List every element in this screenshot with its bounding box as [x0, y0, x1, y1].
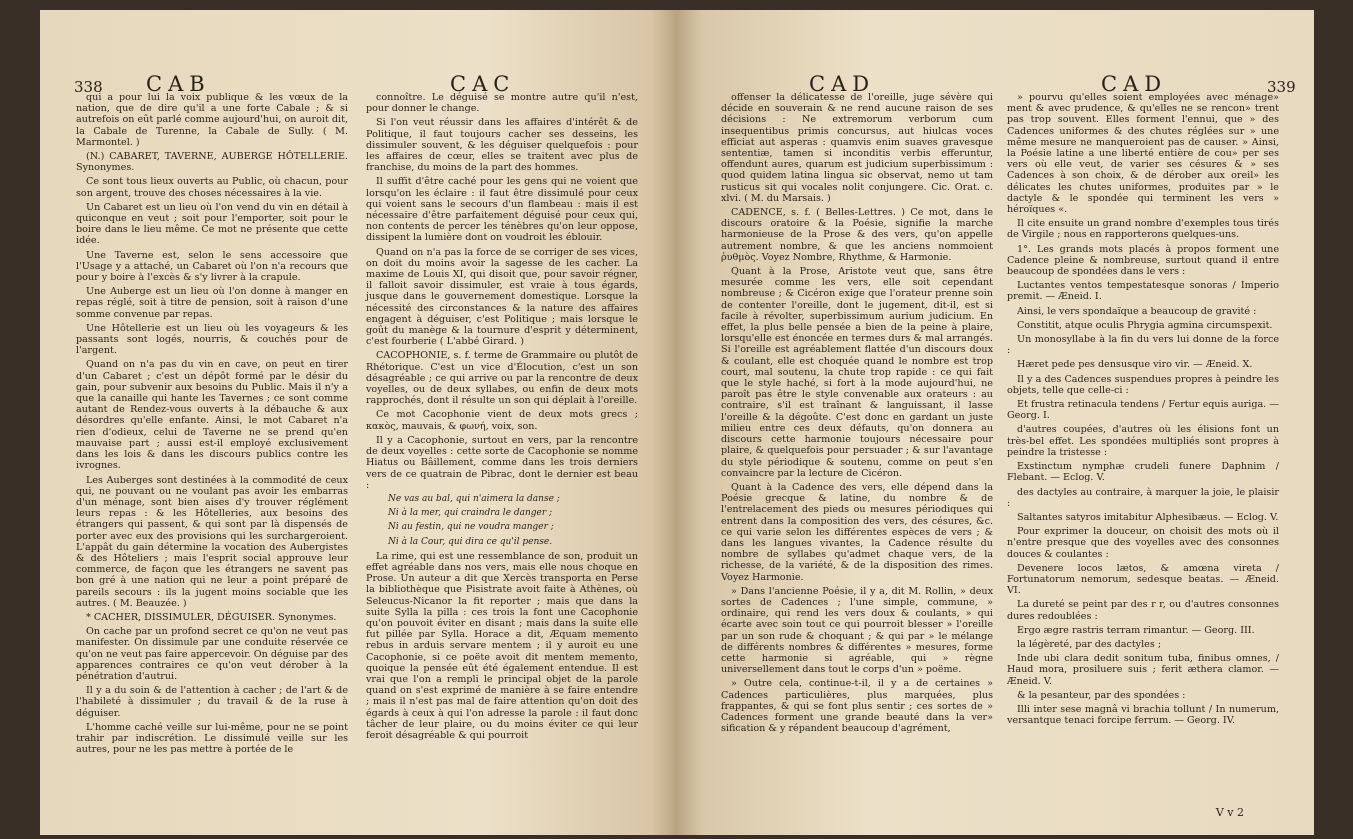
paragraph: connoître. Le déguisé se montre autre qu'il n'est, pour donner le change. — [366, 92, 638, 115]
paragraph: Ce sont tous lieux ouverts au Public, où chacun, pour son argent, trouve des choses nécessaires à la vie. — [76, 176, 348, 199]
paragraph: Constitit, atque oculis Phrygia agmina circumspexit. — [1017, 319, 1273, 331]
paragraph: & la pesanteur, par des spondées : — [1017, 689, 1186, 701]
running-head-right-1: CAD — [809, 72, 876, 96]
paragraph: La rime, qui est une ressemblance de son, produit un effet agréable dans nos vers, mais elle nous choque en Prose. Un auteur a dit que Xercès transporta en Perse la bibliothèque que Pisistrate avoit faite à Athènes, où Seleucus-Nicanor la fit reporter ; mais que dans la suite Sylla la pilla : ces trois la font une Cacophonie qu'on pouvoit éviter en disant ; mais dans la suite elle fut pillée par Sylla. Horace a dit, Æquam memento rebus in arduis servare mentem ; il y auroit eu une Cacophonie, si ce poëte avoit dit mentem memento, quoique la pensée eût été également entendue. Il est vrai que l'on a rempli le principal objet de la parole quand on s'est exprimé de manière à se faire entendre ; mais il n'est pas mal de faire attention qu'on doit des égards à ceux à qui l'on adresse la parole : il faut donc tâcher de leur plaire, ou du moins éviter ce qui leur feroit désagréable & qui pourroit — [366, 550, 638, 741]
paragraph: L'homme caché veille sur lui-même, pour ne se point trahir par indiscrétion. Le dissimulé veille sur les autres, pour ne les pas mettre à portée de le — [76, 721, 348, 756]
paragraph: Un monosyllabe à la fin du vers lui donne de la force : — [1007, 334, 1279, 357]
paragraph: qui a pour lui la voix publique & les vœux de la nation, que de dire qu'il a une forte Cabale ; & si autrefois on eût parlé comme aujourd'hui, on auroit dit, la Cabale de Turenne, la Cabale de Sully. ( M. Marmontel. ) — [76, 92, 348, 148]
right-page — [677, 10, 1314, 835]
running-head-left-2: CAC — [450, 72, 516, 96]
paragraph: La dureté se peint par des r r, ou d'autres consonnes dures redoublées : — [1007, 599, 1279, 622]
paragraph: * CACHER, DISSIMULER, DÉGUISER. Synonymes. — [86, 611, 337, 623]
paragraph: Quand on n'a pas du vin en cave, on peut en tirer d'un Cabaret ; c'est un dépôt formé par le désir du gain, pour subvenir aux besoins du Public. Mais il n'y a que la canaille qui hante les Tavernes ; ce sont comme autant de Rendez-vous ouverts à la débauche & aux désordres qu'elle enfante. Ainsi, le mot Cabaret n'a rien d'odieux, celui de Taverne ne se prend qu'en mauvaise part ; aussi est-il employé exclusivement dans les lois & dans les discours publics contre les ivrognes. — [76, 359, 348, 472]
paragraph: » Outre cela, continue-t-il, il y a de certaines » Cadences particulières, plus marquées, plus frappantes, & qui se font plus sentir ; ces sortes de » Cadences forment une grande beauté dans la ver» sification & y répandent beaucoup d'agrément, — [721, 678, 993, 735]
paragraph: Il y a du soin & de l'attention à cacher ; de l'art & de l'habileté à dissimuler ; du travail & de la ruse à déguiser. — [76, 685, 348, 719]
paragraph: Un Cabaret est un lieu où l'on vend du vin en détail à quiconque en veut ; soit pour l'emporter, soit pour le boire dans le lieu même. Ce mot ne présente que cette idée. — [76, 201, 348, 247]
paragraph: Quand on n'a pas la force de se corriger de ses vices, on doit du moins avoir la sagesse de les cacher. La maxime de Louis XI, qui disoit que, pour savoir régner, il falloit savoir dissimuler, est vraie à tous égards, jusque dans le gouvernement domestique. Lorsque la nécessité des circonstances & la nature des affaires engagent à déguiser, c'est Politique ; mais lorsque le goût du manège & la tournure d'esprit y déterminent, c'est fourberie ( L'abbé Girard. ) — [366, 246, 638, 348]
paragraph: » pourvu qu'elles soient employées avec ménage» ment & avec prudence, & qu'elles ne se rencon» trent pas trop souvent. Elles forment l'ennui, que » des Cadences uniformes & des chutes réglées sur » une même mesure ne manqueroient pas de causer. » Ainsi, la Poésie latine a une liberté entière de cou» per ses vers où elle veut, de varier ses césures & » ses Cadences à son choix, & de dérober aux oreil» les délicates les chutes uniformes, produites par » le dactyle & le spondée qui terminent les vers » héroïques «. — [1007, 92, 1279, 216]
paragraph: CADENCE, s. f. ( Belles-Lettres. ) Ce mot, dans le discours oratoire & la Poésie, signifie la marche harmonieuse de la Prose & des vers, qu'on appelle autrement nombre, & que les anciens nommoient ῥυθμὸς. Voyez Nombre, Rhythme, & Harmonie. — [721, 207, 993, 263]
paragraph: Les Auberges sont destinées à la commodité de ceux qui, ne pouvant ou ne voulant pas avoir les embarras d'un ménage, sont bien aises d'y trouver réglément leurs repas : & les Hôtelleries, aux besoins des étrangers qui passent, & qui sont par là dispensés de porter avec eux des provisions qui les surchargeroient. L'appât du gain détermine la vocation des Aubergistes & des Hôteliers ; mais l'esprit social approuve leur commerce, de façon que les étrangers ne savent pas bon gré à une nation qui ne leur a point préparé de pareils secours : ils la jugent moins sociable que les autres. ( M. Beauzée. ) — [76, 474, 348, 609]
paragraph: d'autres coupées, d'autres où les élisions font un très-bel effet. Les spondées multipliés sont propres à peindre la tristesse : — [1007, 424, 1279, 458]
paragraph: 1°. Les grands mots placés à propos forment une Cadence pleine & nombreuse, surtout quand il entre beaucoup de spondées dans le vers : — [1007, 243, 1279, 278]
paragraph: Il y a des Cadences suspendues propres à peindre les objets, telle que celle-ci : — [1007, 373, 1279, 396]
running-head-right-2: CAD — [1101, 72, 1168, 96]
paragraph: Quant à la Prose, Aristote veut que, sans être mesurée comme les vers, elle soit cependant nombreuse ; & Cicéron exige que l'orateur prenne soin de contenter l'oreille, dont le jugement, dit-il, est si facile à révolter, superbissimum aurium judicium. En effet, la plus belle pensée a bien de la peine à plaire, lorsqu'elle est énoncée en termes durs & mal arrangés. Si l'oreille est agréablement flattée d'un discours doux & coulant, elle est choquée quand le nombre est trop court, mal soutenu, la chute trop rapide : ce qui fait que le style haché, si fort à la mode aujourd'hui, ne paroît pas être le style convenable aux orateurs : au contraire, s'il est traînant & languissant, il lasse l'oreille & la dégoûte. C'est donc en gardant un juste milieu entre ces deux défauts, qu'on donnera au discours cette harmonie toujours nécessaire pour plaire, & quelquefois pour persuader ; & sur l'avantage du style périodique & soutenu, comme on peut s'en convaincre par la lecture de Cicéron. — [721, 266, 993, 479]
paragraph: des dactyles au contraire, à marquer la joie, le plaisir : — [1007, 486, 1279, 509]
verse-line: Ni à la mer, qui craindra le danger ; — [388, 508, 553, 519]
paragraph: Exstinctum nymphæ crudeli funere Daphnim / Flebant. — Eclog. V. — [1007, 461, 1279, 484]
left-column-2 — [366, 92, 638, 744]
paragraph: Illi inter sese magnâ vi brachia tollunt / In numerum, versantque tenaci forcipe ferrum. — Georg. IV. — [1007, 703, 1279, 727]
paragraph: Quant à la Cadence des vers, elle dépend dans la Poésie grecque & latine, du nombre & de l'entrelacement des pieds ou mesures périodiques qui entrent dans la composition des vers, des césures, &c. ce qui varie selon les différentes espèces de vers ; & dans les langues vivantes, la Cadence résulte du nombre de syllabes qu'admet chaque vers, de la richesse, de la variété, & de la disposition des rimes. Voyez Harmonie. — [721, 481, 993, 583]
paragraph: Il suffit d'être caché pour les gens qui ne voient que lorsqu'on les éclaire : il faut être dissimulé pour ceux qui voient sans le secours d'un flambeau : mais il est nécessaire d'être parfaitement déguisé pour ceux qui, non contents de percer les ténèbres qu'on leur oppose, dissipent la lumière dont on voudroit les éblouir. — [366, 176, 638, 244]
paragraph: Une Hôtellerie est un lieu où les voyageurs & les passants sont logés, nourris, & couchés pour de l'argent. — [76, 322, 348, 357]
paragraph: Ce mot Cacophonie vient de deux mots grecs ; κακὸς, mauvais, & φωνή, voix, son. — [366, 409, 638, 432]
verse-line: Ne vas au bal, qui n'aimera la danse ; — [388, 493, 560, 504]
paragraph: Inde ubi clara dedit sonitum tuba, finibus omnes, / Haud mora, prosiluere suis ; ferit æthera clamor. — Æneid. V. — [1007, 653, 1279, 687]
page-number-left: 338 — [74, 78, 103, 96]
paragraph: Luctantes ventos tempestatesque sonoras / Imperio premit. — Æneid. I. — [1007, 280, 1279, 303]
paragraph: On cache par un profond secret ce qu'on ne veut pas manifester. On dissimule par une conduite réservée ce qu'on ne veut pas faire appercevoir. On déguise par des apparences contraires ce qu'on veut dérober à la pénétration d'autrui. — [76, 626, 348, 682]
paragraph: CACOPHONIE, s. f. terme de Grammaire ou plutôt de Rhétorique. C'est un vice d'Élocution, c'est un son désagréable ; ce qui arrive ou par la rencontre de deux voyelles, ou de deux syllabes, ou enfin de deux mots rapprochés, dont il résulte un son qui déplait à l'oreille. — [366, 350, 638, 407]
paragraph: Si l'on veut réussir dans les affaires d'intérêt & de Politique, il faut toujours cacher ses desseins, les dissimuler souvent, & les déguiser quelquefois : pour les affaires de cœur, elles se traitent avec plus de franchise, du moins de la part des hommes. — [366, 117, 638, 174]
paragraph: Devenere locos lætos, & amœna vireta / Fortunatorum nemorum, sedesque beatas. — Æneid. VI. — [1007, 562, 1279, 597]
verse-line: Ni à la Cour, qui dira ce qu'il pense. — [388, 536, 553, 547]
paragraph: Ergo ægre rastris terram rimantur. — Georg. III. — [1017, 624, 1255, 636]
paragraph: Et frustra retinacula tendens / Fertur equis auriga. — Georg. I. — [1007, 399, 1279, 422]
right-column-2 — [1007, 92, 1279, 729]
right-column-1 — [721, 92, 993, 737]
left-column-1 — [76, 92, 348, 758]
paragraph: » Dans l'ancienne Poésie, il y a, dit M. Rollin, » deux sortes de Cadences ; l'une simple, commune, » ordinaire, qui rend les vers doux & coulants, » qui écarte avec soin tout ce qui pourroit blesser » l'oreille par un son rude & choquant ; & qui par » le mélange de différents nombres & différentes » mesures, forme cette harmonie si agréable, qui » règne universellement dans tout le corps d'un » poëme. — [721, 585, 993, 676]
paragraph: Une Taverne est, selon le sens accessoire que l'Usage y a attaché, un Cabaret où l'on n'a recours que pour y boire à l'excès & s'y livrer à la crapule. — [76, 249, 348, 284]
page-number-right: 339 — [1267, 78, 1296, 96]
paragraph: Saltantes satyros imitabitur Alphesibæus. — Eclog. V. — [1017, 511, 1279, 523]
paragraph: Hæret pede pes densusque viro vir. — Æneid. X. — [1017, 359, 1253, 371]
paragraph: la légèreté, par des dactyles ; — [1017, 638, 1162, 650]
paragraph: Il y a Cacophonie, surtout en vers, par la rencontre de deux voyelles : cette sorte de Cacophonie se nomme Hiatus ou Bâillement, comme dans les trois derniers vers de ce quatrain de Pibrac, dont le dernier est beau : — [366, 434, 638, 491]
left-page — [40, 10, 677, 835]
book-spread — [40, 10, 1315, 835]
signature-mark: V v 2 — [1215, 806, 1244, 819]
paragraph: Pour exprimer la douceur, on choisit des mots où il n'entre presque que des voyelles avec des consonnes douces & coulantes : — [1007, 526, 1279, 560]
paragraph: Une Auberge est un lieu où l'on donne à manger en repas réglé, soit à titre de pension, soit à raison d'une somme convenue par repas. — [76, 286, 348, 320]
verse-line: Ni au festin, qui ne voudra manger ; — [388, 522, 554, 533]
paragraph: Il cite ensuite un grand nombre d'exemples tous tirés de Virgile ; nous en rapporterons quelques-uns. — [1007, 218, 1279, 241]
paragraph: (N.) CABARET, TAVERNE, AUBERGE HÔTELLERIE. Synonymes. — [76, 151, 348, 174]
paragraph: offenser la délicatesse de l'oreille, juge sévère qui décide en souverain & ne rend aucune raison de ses décisions : Ne extremorum verborum cum insequentibus primis concursus, aut hiulcas voces efficiat aut asperas : quamvis enim suaves gravesque sententiæ, tamen si inconditis verbis efferuntur, offendunt aures, quarum est judicium superbissimum : quod quidem latina lingua sic observat, nemo ut tam rusticus sit qui vocales nolit conjungere. Cic. Orat. c. xlvi. ( M. du Marsais. ) — [721, 92, 993, 204]
paragraph: Ainsi, le vers spondaïque a beaucoup de gravité : — [1017, 305, 1257, 317]
running-head-left-1: CAB — [146, 72, 211, 96]
